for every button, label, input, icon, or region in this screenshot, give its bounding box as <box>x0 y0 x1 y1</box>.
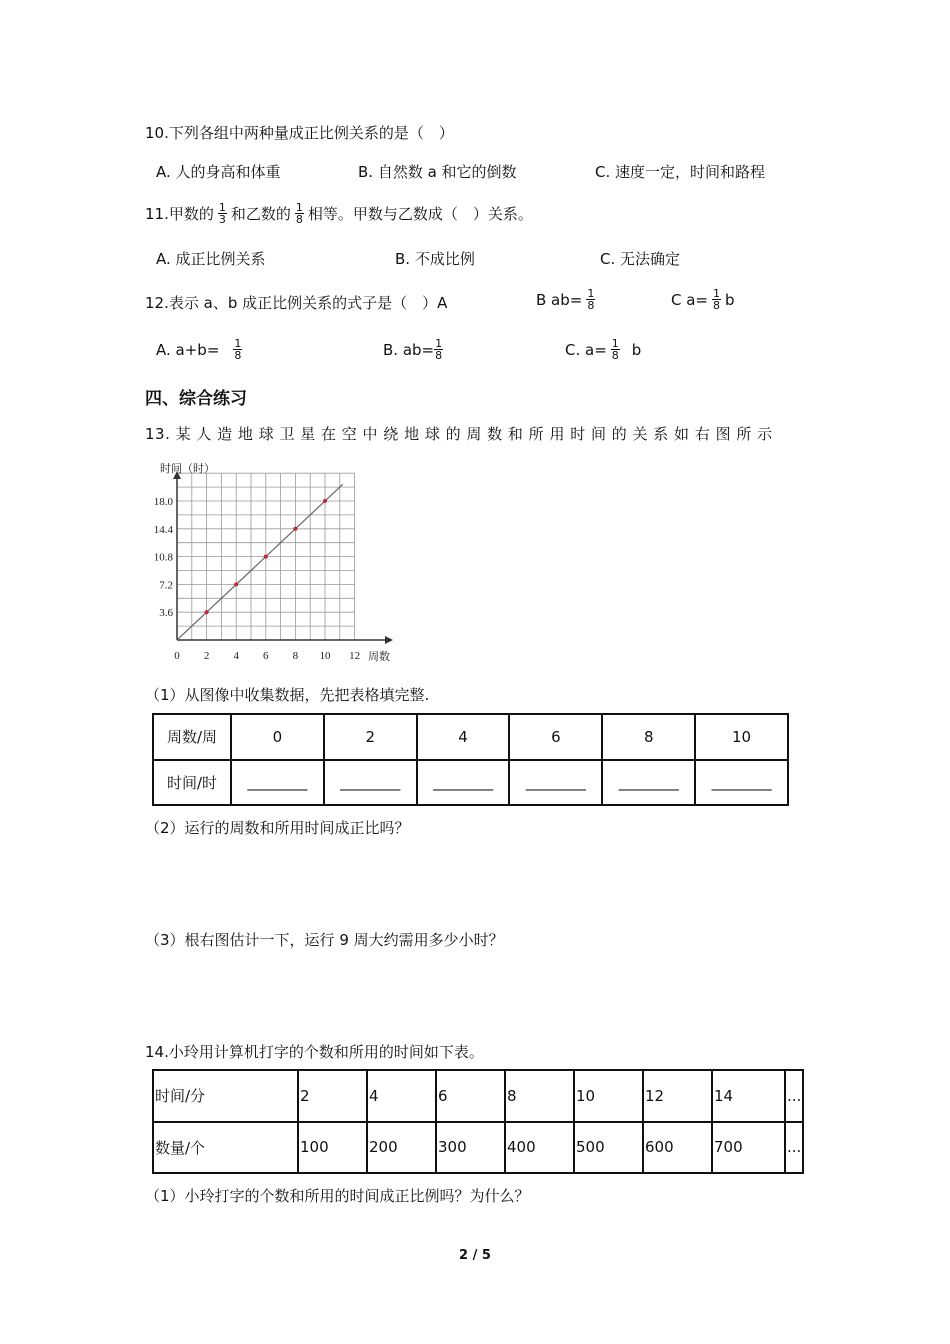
q13-week-cell: 4 <box>417 714 510 760</box>
q14-cell: 4 <box>367 1070 436 1122</box>
q14-stem: 14.小玲用计算机打字的个数和所用的时间如下表。 <box>145 1043 484 1061</box>
q12-option-a <box>156 338 246 361</box>
q10-option-b: B. 自然数 a 和它的倒数 <box>358 163 517 181</box>
q12-stem: 12.表示 a、b 成正比例关系的式子是（ ）A <box>145 294 448 312</box>
q12-frac-den: 8 <box>587 299 595 312</box>
q12-inline-c-fraction <box>712 288 721 311</box>
q12-option-c-tail: b <box>631 340 642 359</box>
q13-sub1: （1）从图像中收集数据，先把表格填完整. <box>145 686 430 704</box>
table-row <box>153 714 788 760</box>
data-point <box>323 499 327 503</box>
q13-stem: 13. 某 人 造 地 球 卫 星 在 空 中 绕 地 球 的 周 数 和 所 用 时 间 的 关 系 如 右 图 所 示 <box>145 425 773 443</box>
table-row <box>153 1122 803 1174</box>
answer-blank[interactable]: ________ <box>509 760 602 806</box>
answer-blank[interactable]: ________ <box>417 760 510 806</box>
q14-cell: 500 <box>574 1122 643 1174</box>
q11-stem <box>145 202 533 225</box>
x-tick-label: 0 <box>174 650 180 662</box>
q12-inline-c <box>671 288 735 311</box>
q11-frac1-num: 1 <box>218 201 226 214</box>
y-tick-label: 10.8 <box>153 551 173 564</box>
x-axis-label: 周数 <box>368 651 390 663</box>
q11-fraction-2 <box>295 202 304 225</box>
q14-cell: ... <box>785 1122 803 1174</box>
answer-blank[interactable]: ________ <box>324 760 417 806</box>
q12-frac-den: 8 <box>435 349 443 362</box>
q12-inline-b <box>536 288 599 311</box>
q14-cell: 14 <box>712 1070 785 1122</box>
q11-frac1-den: 3 <box>218 213 226 226</box>
q13-row2-label: 时间/时 <box>153 760 231 806</box>
answer-blank[interactable]: ________ <box>602 760 695 806</box>
answer-blank[interactable]: ________ <box>231 760 324 806</box>
q12-option-c <box>565 338 641 361</box>
q13-week-cell: 2 <box>324 714 417 760</box>
q13-row1-label: 周数/周 <box>153 714 231 760</box>
x-tick-label: 4 <box>233 650 239 662</box>
q14-cell: 6 <box>436 1070 505 1122</box>
q12-frac-num: 1 <box>587 287 595 300</box>
q13-week-cell: 0 <box>231 714 324 760</box>
answer-blank[interactable]: ________ <box>695 760 788 806</box>
q12-option-c-text: C. a= <box>565 340 607 359</box>
q12-inline-c-tail: b <box>725 290 735 309</box>
q14-cell: 400 <box>505 1122 574 1174</box>
y-tick-label: 18.0 <box>153 496 173 508</box>
q13-week-cell: 10 <box>695 714 788 760</box>
q14-cell: 时间/分 <box>153 1070 298 1122</box>
q11-option-b: B. 不成比例 <box>395 250 475 268</box>
q12-option-b-text: B. ab= <box>383 340 435 359</box>
y-tick-label: 14.4 <box>153 523 173 536</box>
q11-option-a: A. 成正比例关系 <box>156 250 266 268</box>
q14-cell: 300 <box>436 1122 505 1174</box>
q11-stem-part2: 和乙数的 <box>230 205 291 223</box>
q14-cell: 100 <box>298 1122 367 1174</box>
x-tick-label: 8 <box>292 650 299 662</box>
q12-frac-num: 1 <box>234 337 242 350</box>
q10-option-c: C. 速度一定，时间和路程 <box>595 163 766 181</box>
q12-frac-den: 8 <box>611 349 619 362</box>
q12-option-b <box>383 338 447 361</box>
q13-table <box>152 713 789 806</box>
q12-inline-c-text: C a= <box>671 290 709 309</box>
q12-inline-b-text: B ab= <box>536 290 583 309</box>
y-axis-label: 时间（时） <box>160 463 215 475</box>
q14-cell: 200 <box>367 1122 436 1174</box>
q13-week-cell: 6 <box>509 714 602 760</box>
q12-option-c-fraction <box>611 338 620 361</box>
x-tick-label: 12 <box>349 650 361 662</box>
q13-line-chart <box>140 455 410 670</box>
q11-stem-part1: 11.甲数的 <box>145 205 214 223</box>
q14-cell: 700 <box>712 1122 785 1174</box>
y-tick-label: 7.2 <box>159 579 173 592</box>
q13-sub2: （2）运行的周数和所用时间成正比吗？ <box>145 819 410 837</box>
q12-frac-num: 1 <box>435 337 443 350</box>
q11-fraction-1 <box>218 202 227 225</box>
q12-frac-num: 1 <box>713 287 721 300</box>
page-number: 2 / 5 <box>459 1248 491 1263</box>
table-row <box>153 760 788 806</box>
q12-frac-den: 8 <box>234 349 242 362</box>
data-point <box>264 555 268 559</box>
q12-option-b-fraction <box>434 338 443 361</box>
data-point <box>205 610 209 614</box>
q14-cell: 12 <box>643 1070 712 1122</box>
section-heading: 四、综合练习 <box>145 389 247 409</box>
x-axis-arrow <box>385 636 393 644</box>
q14-cell: 数量/个 <box>153 1122 298 1174</box>
q12-inline-b-fraction <box>586 288 595 311</box>
q14-cell: 8 <box>505 1070 574 1122</box>
data-point <box>293 527 297 531</box>
q11-stem-part3: 相等。甲数与乙数成（ ）关系。 <box>307 205 533 223</box>
q14-cell: 600 <box>643 1122 712 1174</box>
q10-stem: 10.下列各组中两种量成正比例关系的是（ ） <box>145 124 454 142</box>
q14-table <box>152 1069 804 1174</box>
x-tick-label: 2 <box>203 650 210 662</box>
q11-frac2-den: 8 <box>295 213 303 226</box>
q12-frac-den: 8 <box>713 299 721 312</box>
q11-frac2-num: 1 <box>295 201 303 214</box>
q13-sub3: （3）根右图估计一下，运行 9 周大约需用多少小时？ <box>145 931 504 949</box>
q12-option-a-fraction <box>233 338 242 361</box>
x-tick-label: 10 <box>319 650 331 662</box>
x-tick-label: 6 <box>263 650 269 662</box>
q13-week-cell: 8 <box>602 714 695 760</box>
y-tick-label: 3.6 <box>159 607 173 620</box>
q12-option-a-text: A. a+b= <box>156 340 220 359</box>
q11-option-c: C. 无法确定 <box>600 250 681 268</box>
q12-frac-num: 1 <box>611 337 619 350</box>
q14-cell: 2 <box>298 1070 367 1122</box>
data-line <box>177 484 343 640</box>
q14-cell: 10 <box>574 1070 643 1122</box>
table-row <box>153 1070 803 1122</box>
q10-option-a: A. 人的身高和体重 <box>156 163 281 181</box>
q14-sub1: （1）小玲打字的个数和所用的时间成正比例吗？为什么？ <box>145 1187 530 1205</box>
q14-cell: ... <box>785 1070 803 1122</box>
data-point <box>234 582 238 586</box>
